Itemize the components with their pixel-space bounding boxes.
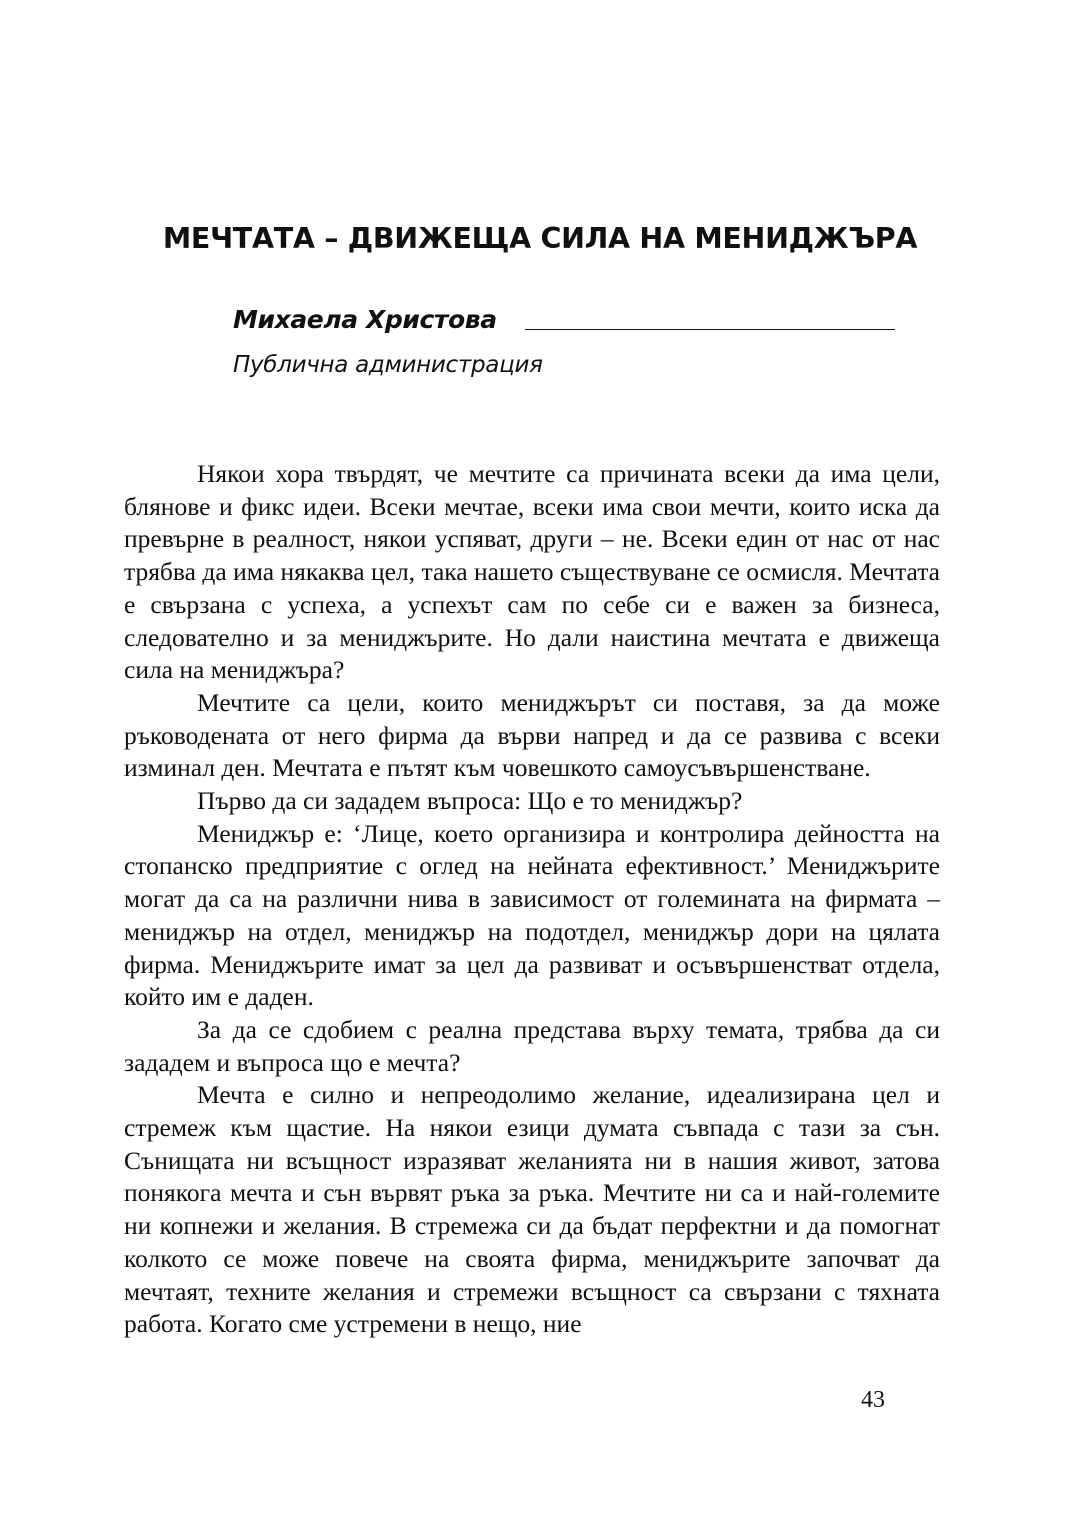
paragraph: Мечтите са цели, които мениджърът си поставя, за да може ръководената от него фирма да върви напред и да се развива с всеки изминал ден. Мечтата е пътят към човешкото самоусъвършенстване.	[124, 687, 940, 783]
page-number: 43	[861, 1387, 885, 1413]
author-divider-line	[525, 329, 895, 330]
author-affiliation: Публична администрация	[233, 352, 543, 378]
paragraph: Мениджър е: ‘Лице, което организира и контролира дейността на стопанско предприятие с оглед на нейната ефективност.’ Мениджърите могат да са на различни нива в зависимост от големината на фирмата – мениджър на отдел, мениджър на подотдел, мениджър дори на цялата фирма. Мениджърите имат за цел да развиват и осъвършенстват отдела, който им е даден.	[124, 818, 940, 1012]
article-body	[124, 458, 940, 1341]
paragraph: Първо да си зададем въпроса: Що е то мениджър?	[197, 786, 743, 816]
paragraph: За да се сдобием с реална представа върху темата, трябва да си зададем и въпроса що е мечта?	[124, 1014, 940, 1077]
author-name: Михаела Христова	[233, 305, 497, 334]
paragraph: Някои хора твърдят, че мечтите са причината всеки да има цели, блянове и фикс идеи. Всеки мечтае, всеки има свои мечти, които иска да превърне в реалност, някои успяват, други – не. Всеки един от нас от нас трябва да има някаква цел, така нашето съществуване се осмисля. Мечтата е свързана с успеха, а успехът сам по себе си е важен за бизнеса, следователно и за мениджърите. Но дали наистина мечтата е движеща сила на мениджъра?	[124, 459, 940, 685]
paragraph: Мечта е силно и непреодолимо желание, идеализирана цел и стремеж към щастие. На някои езици думата съвпада с тази за сън. Сънищата ни всъщност изразяват желанията ни в нашия живот, затова понякога мечта и сън вървят ръка за ръка. Мечтите ни са и най-големите ни копнежи и желания. В стремежа си да бъдат перфектни и да помогнат колкото се може повече на своята фирма, мениджърите започват да мечтаят, техните желания и стремежи всъщност са свързани с тяхната работа. Когато сме устремени в нещо, ние	[124, 1080, 940, 1339]
article-title: МЕЧТАТА – ДВИЖЕЩА СИЛА НА МЕНИДЖЪРА	[162, 222, 918, 255]
